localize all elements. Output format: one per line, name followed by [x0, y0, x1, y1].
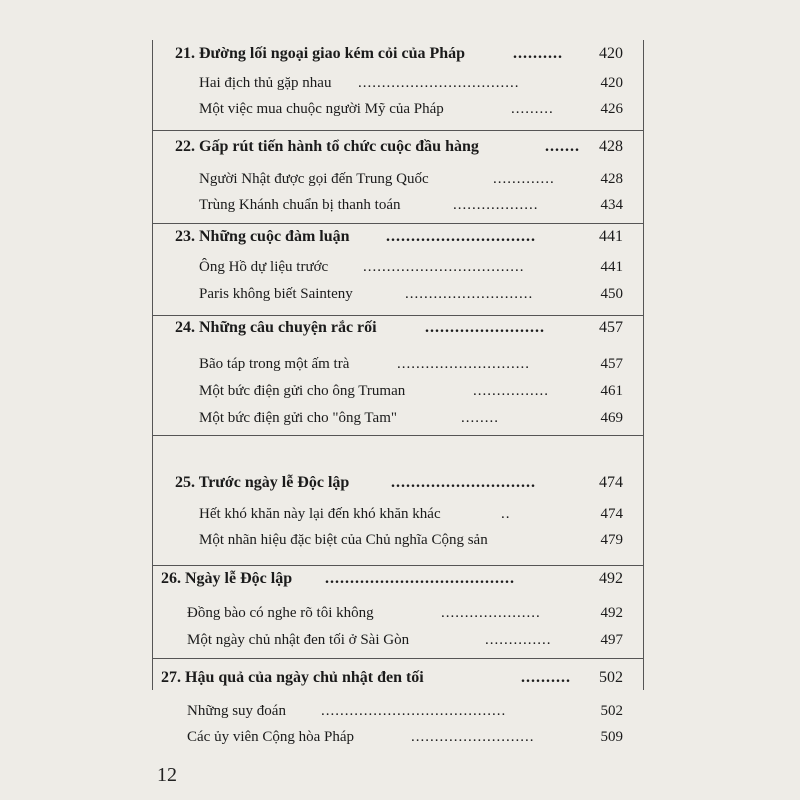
leader-dots: ......... [511, 101, 554, 117]
section-entry [153, 101, 643, 127]
chapter-24 [153, 315, 643, 436]
leader-dots: .................................. [363, 259, 525, 275]
page-reference: 420 [599, 45, 623, 62]
page-reference: 509 [600, 729, 623, 745]
leader-dots: ...................................... [325, 570, 515, 587]
section-title: Một nhãn hiệu đặc biệt của Chủ nghĩa Cộng sản [199, 532, 488, 548]
section-title: Đồng bào có nghe rõ tôi không [187, 605, 374, 621]
page-reference: 502 [600, 703, 623, 719]
section-entry [153, 410, 643, 436]
leader-dots: ....................................... [321, 703, 507, 719]
leader-dots: ....... [545, 138, 580, 155]
page-reference: 479 [600, 532, 623, 548]
page-reference: 497 [600, 632, 623, 648]
leader-dots: ................ [473, 383, 549, 399]
leader-dots: ........ [461, 410, 499, 426]
leader-dots: .. [501, 506, 511, 522]
page-reference: 457 [599, 319, 623, 336]
section-entry [153, 506, 643, 532]
page-reference: 474 [600, 506, 623, 522]
section-title: Một bức điện gửi cho "ông Tam" [199, 410, 397, 426]
leader-dots: .................................. [358, 75, 520, 91]
section-entry [153, 286, 643, 312]
chapter-heading [153, 45, 643, 71]
section-title: Hết khó khăn này lại đến khó khăn khác [199, 506, 441, 522]
chapter-21 [153, 40, 643, 130]
section-title: Trùng Khánh chuẩn bị thanh toán [199, 197, 401, 213]
section-entry [153, 197, 643, 223]
page-reference: 469 [600, 410, 623, 426]
chapter-22 [153, 130, 643, 224]
leader-dots: ............................ [397, 356, 530, 372]
chapter-heading [153, 228, 643, 254]
section-title: Những suy đoán [187, 703, 286, 719]
leader-dots: ............................. [391, 474, 536, 491]
leader-dots: .............. [485, 632, 552, 648]
leader-dots: .............................. [386, 228, 536, 245]
chapter-title: 24. Những câu chuyện rắc rối [175, 319, 377, 336]
page-reference: 450 [600, 286, 623, 302]
chapter-title: 21. Đường lối ngoại giao kém cỏi của Pháp [175, 45, 466, 62]
chapter-27 [153, 658, 643, 745]
section-title: Các ủy viên Cộng hòa Pháp [187, 729, 355, 745]
leader-dots: ........................ [425, 319, 545, 336]
section-title: Người Nhật được gọi đến Trung Quốc [199, 171, 429, 187]
chapter-title: 23. Những cuộc đàm luận [175, 228, 350, 245]
leader-dots: .......... [513, 45, 563, 62]
section-title: Một việc mua chuộc người Mỹ của Pháp [199, 101, 444, 117]
leader-dots: ..................... [441, 605, 541, 621]
chapter-25 [153, 435, 643, 566]
page-reference: 457 [600, 356, 623, 372]
section-entry [153, 171, 643, 197]
page-reference: 428 [599, 138, 623, 155]
chapter-title: 25. Trước ngày lễ Độc lập [175, 474, 350, 491]
leader-dots: ........................... [405, 286, 534, 302]
section-entry [153, 605, 643, 631]
page-number: 12 [157, 764, 177, 786]
page-reference: 441 [599, 228, 623, 245]
leader-dots: .................. [453, 197, 539, 213]
section-title: Một ngày chủ nhật đen tối ở Sài Gòn [187, 632, 410, 648]
page-reference: 492 [599, 570, 623, 587]
page-reference: 474 [599, 474, 623, 491]
leader-dots: ............. [493, 171, 555, 187]
page-reference: 426 [600, 101, 623, 117]
chapter-title: 26. Ngày lễ Độc lập [161, 570, 293, 587]
page-reference: 428 [600, 171, 623, 187]
section-entry [153, 356, 643, 382]
section-entry [153, 259, 643, 285]
section-title: Bão táp trong một ấm trà [199, 356, 350, 372]
table-of-contents [152, 40, 644, 745]
leader-dots: .......................... [411, 729, 535, 745]
page-reference: 502 [599, 669, 623, 686]
section-entry [153, 703, 643, 729]
section-title: Paris không biết Sainteny [199, 286, 353, 302]
chapter-heading [153, 669, 643, 695]
chapter-heading [153, 570, 643, 596]
chapter-title: 22. Gấp rút tiến hành tổ chức cuộc đầu hàng [175, 138, 479, 155]
chapter-heading [153, 474, 643, 500]
page-reference: 434 [600, 197, 623, 213]
section-entry [153, 729, 643, 755]
section-entry [153, 632, 643, 658]
chapter-title: 27. Hậu quả của ngày chủ nhật đen tối [161, 669, 424, 686]
chapter-26 [153, 565, 643, 659]
page-reference: 461 [600, 383, 623, 399]
chapter-heading [153, 319, 643, 345]
section-entry [153, 532, 643, 558]
section-entry [153, 75, 643, 101]
section-entry [153, 383, 643, 409]
section-title: Ông Hồ dự liệu trước [199, 259, 329, 275]
section-title: Một bức điện gửi cho ông Truman [199, 383, 406, 399]
chapter-heading [153, 138, 643, 164]
chapter-23 [153, 223, 643, 316]
section-title: Hai địch thủ gặp nhau [199, 75, 332, 91]
page-reference: 420 [600, 75, 623, 91]
page-reference: 441 [600, 259, 623, 275]
leader-dots: .......... [521, 669, 571, 686]
page-reference: 492 [600, 605, 623, 621]
